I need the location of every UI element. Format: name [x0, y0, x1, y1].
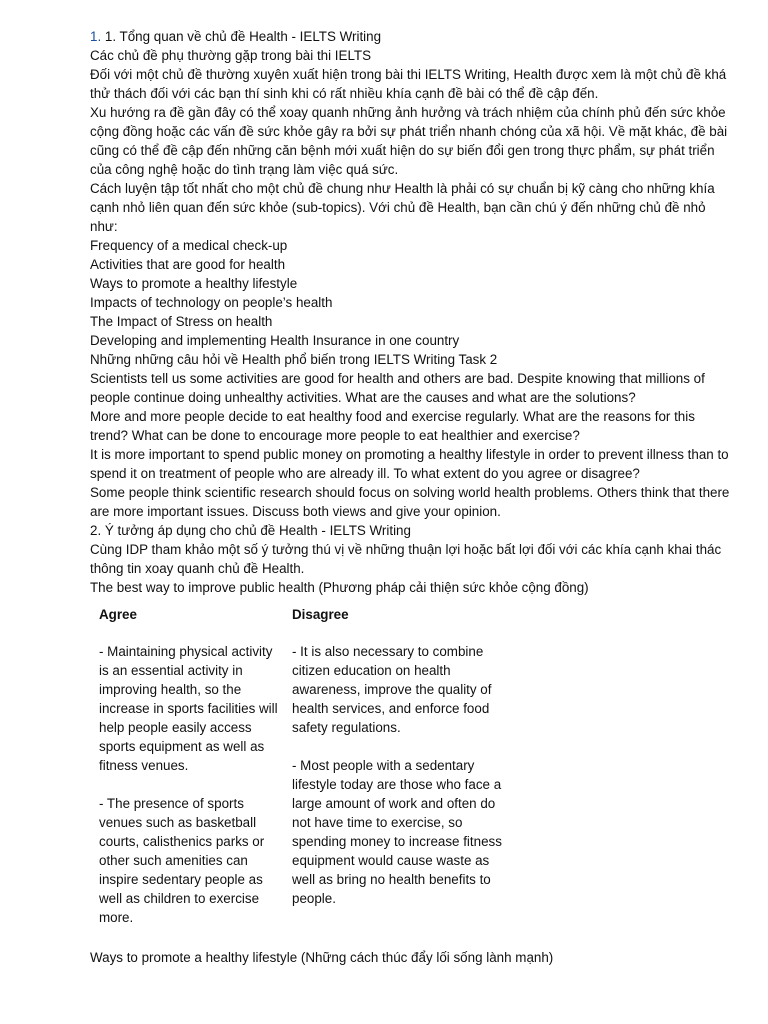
subtopic-item: Impacts of technology on people’s health — [90, 295, 333, 310]
subtopic-item: Ways to promote a healthy lifestyle — [90, 276, 298, 291]
question-item: More and more people decide to eat healthy food and exercise regularly. What are the reasons for this trend? What can be done to encourage more people to eat healthier and exercise? — [90, 409, 695, 443]
intro-line: Đối với một chủ đề thường xuyên xuất hiện trong bài thi IELTS Writing, Health được xem là một chủ đề khá thử thách đối với các bạn thí sinh khi có rất nhiều khía cạnh đề bài có thể đề cập đến. — [90, 67, 727, 101]
subtopic-item: Activities that are good for health — [90, 257, 286, 272]
question-item: It is more important to spend public money on promoting a healthy lifestyle in order to prevent illness than to spend it on treatment of people who are already ill. To what extent do you agree or disagree? — [90, 447, 729, 481]
table-row — [92, 642, 508, 946]
subtopic-item: Frequency of a medical check-up — [90, 238, 288, 253]
intro-line: Xu hướng ra đề gần đây có thể xoay quanh những ảnh hưởng và trách nhiệm của chính phủ đến sức khỏe cộng đồng hoặc các vấn đề sức khỏe gây ra bởi sự phát triển nhanh chóng của xã hội. Về mặt khác, đề bài cũng có thể đề cập đến những căn bệnh mới xuất hiện do sự biến đổi gen trong thực phẩm, sự phát triển của công nghệ hoặc do tình trạng làm việc quá sức. — [90, 105, 728, 177]
agree-item: - Maintaining physical activity is an essential activity in improving health, so the increase in sports facilities will help people easily access sports equipment as well as fitness venues. — [99, 644, 278, 773]
disagree-header: Disagree — [292, 607, 349, 622]
section2-intro: Cùng IDP tham khảo một số ý tưởng thú vị về những thuận lợi hoặc bất lợi đối với các khía cạnh khai thác thông tin xoay quanh chủ đề Health. — [90, 542, 722, 576]
heading-text: 1. Tổng quan về chủ đề Health - IELTS Writing — [101, 29, 382, 44]
question-item: Some people think scientific research should focus on solving world health problems. Others think that there are more important issues. Discuss both views and give your opinion. — [90, 485, 730, 519]
heading-number: 1. — [90, 29, 102, 44]
intro-line: Cách luyện tập tốt nhất cho một chủ đề chung như Health là phải có sự chuẩn bị kỹ càng cho những khía cạnh nhỏ liên quan đến sức khỏe (sub-topics). Với chủ đề Health, bạn cần chú ý đến những chủ đề nhỏ như: — [90, 181, 715, 234]
section1-heading — [90, 27, 730, 46]
intro-line: Các chủ đề phụ thường gặp trong bài thi IELTS — [90, 48, 372, 63]
section2-heading: 2. Ý tưởng áp dụng cho chủ đề Health - IELTS Writing — [90, 523, 411, 538]
document-page — [90, 27, 730, 967]
disagree-cell — [285, 642, 508, 946]
final-line: Ways to promote a healthy lifestyle (Những cách thúc đẩy lối sống lành mạnh) — [90, 950, 554, 965]
table-header-row — [92, 605, 508, 642]
disagree-item: - It is also necessary to combine citizen education on health awareness, improve the quality of health services, and enforce food safety regulations. — [292, 644, 492, 735]
agree-disagree-table — [92, 605, 508, 946]
questions-heading: Những những câu hỏi về Health phổ biến trong IELTS Writing Task 2 — [90, 352, 498, 367]
subtopic-item: The Impact of Stress on health — [90, 314, 273, 329]
table-title: The best way to improve public health (Phương pháp cải thiện sức khỏe cộng đồng) — [90, 580, 589, 595]
agree-item: - The presence of sports venues such as basketball courts, calisthenics parks or other such amenities can inspire sedentary people as well as children to exercise more. — [99, 796, 265, 925]
agree-header: Agree — [99, 607, 137, 622]
agree-cell — [92, 642, 285, 946]
subtopic-item: Developing and implementing Health Insurance in one country — [90, 333, 460, 348]
question-item: Scientists tell us some activities are good for health and others are bad. Despite knowing that millions of people continue doing unhealthy activities. What are the causes and what are the solutions? — [90, 371, 705, 405]
disagree-item: - Most people with a sedentary lifestyle today are those who face a large amount of work and often do not have time to exercise, so spending money to increase fitness equipment would cause waste as well as bring no health benefits to people. — [292, 758, 502, 906]
